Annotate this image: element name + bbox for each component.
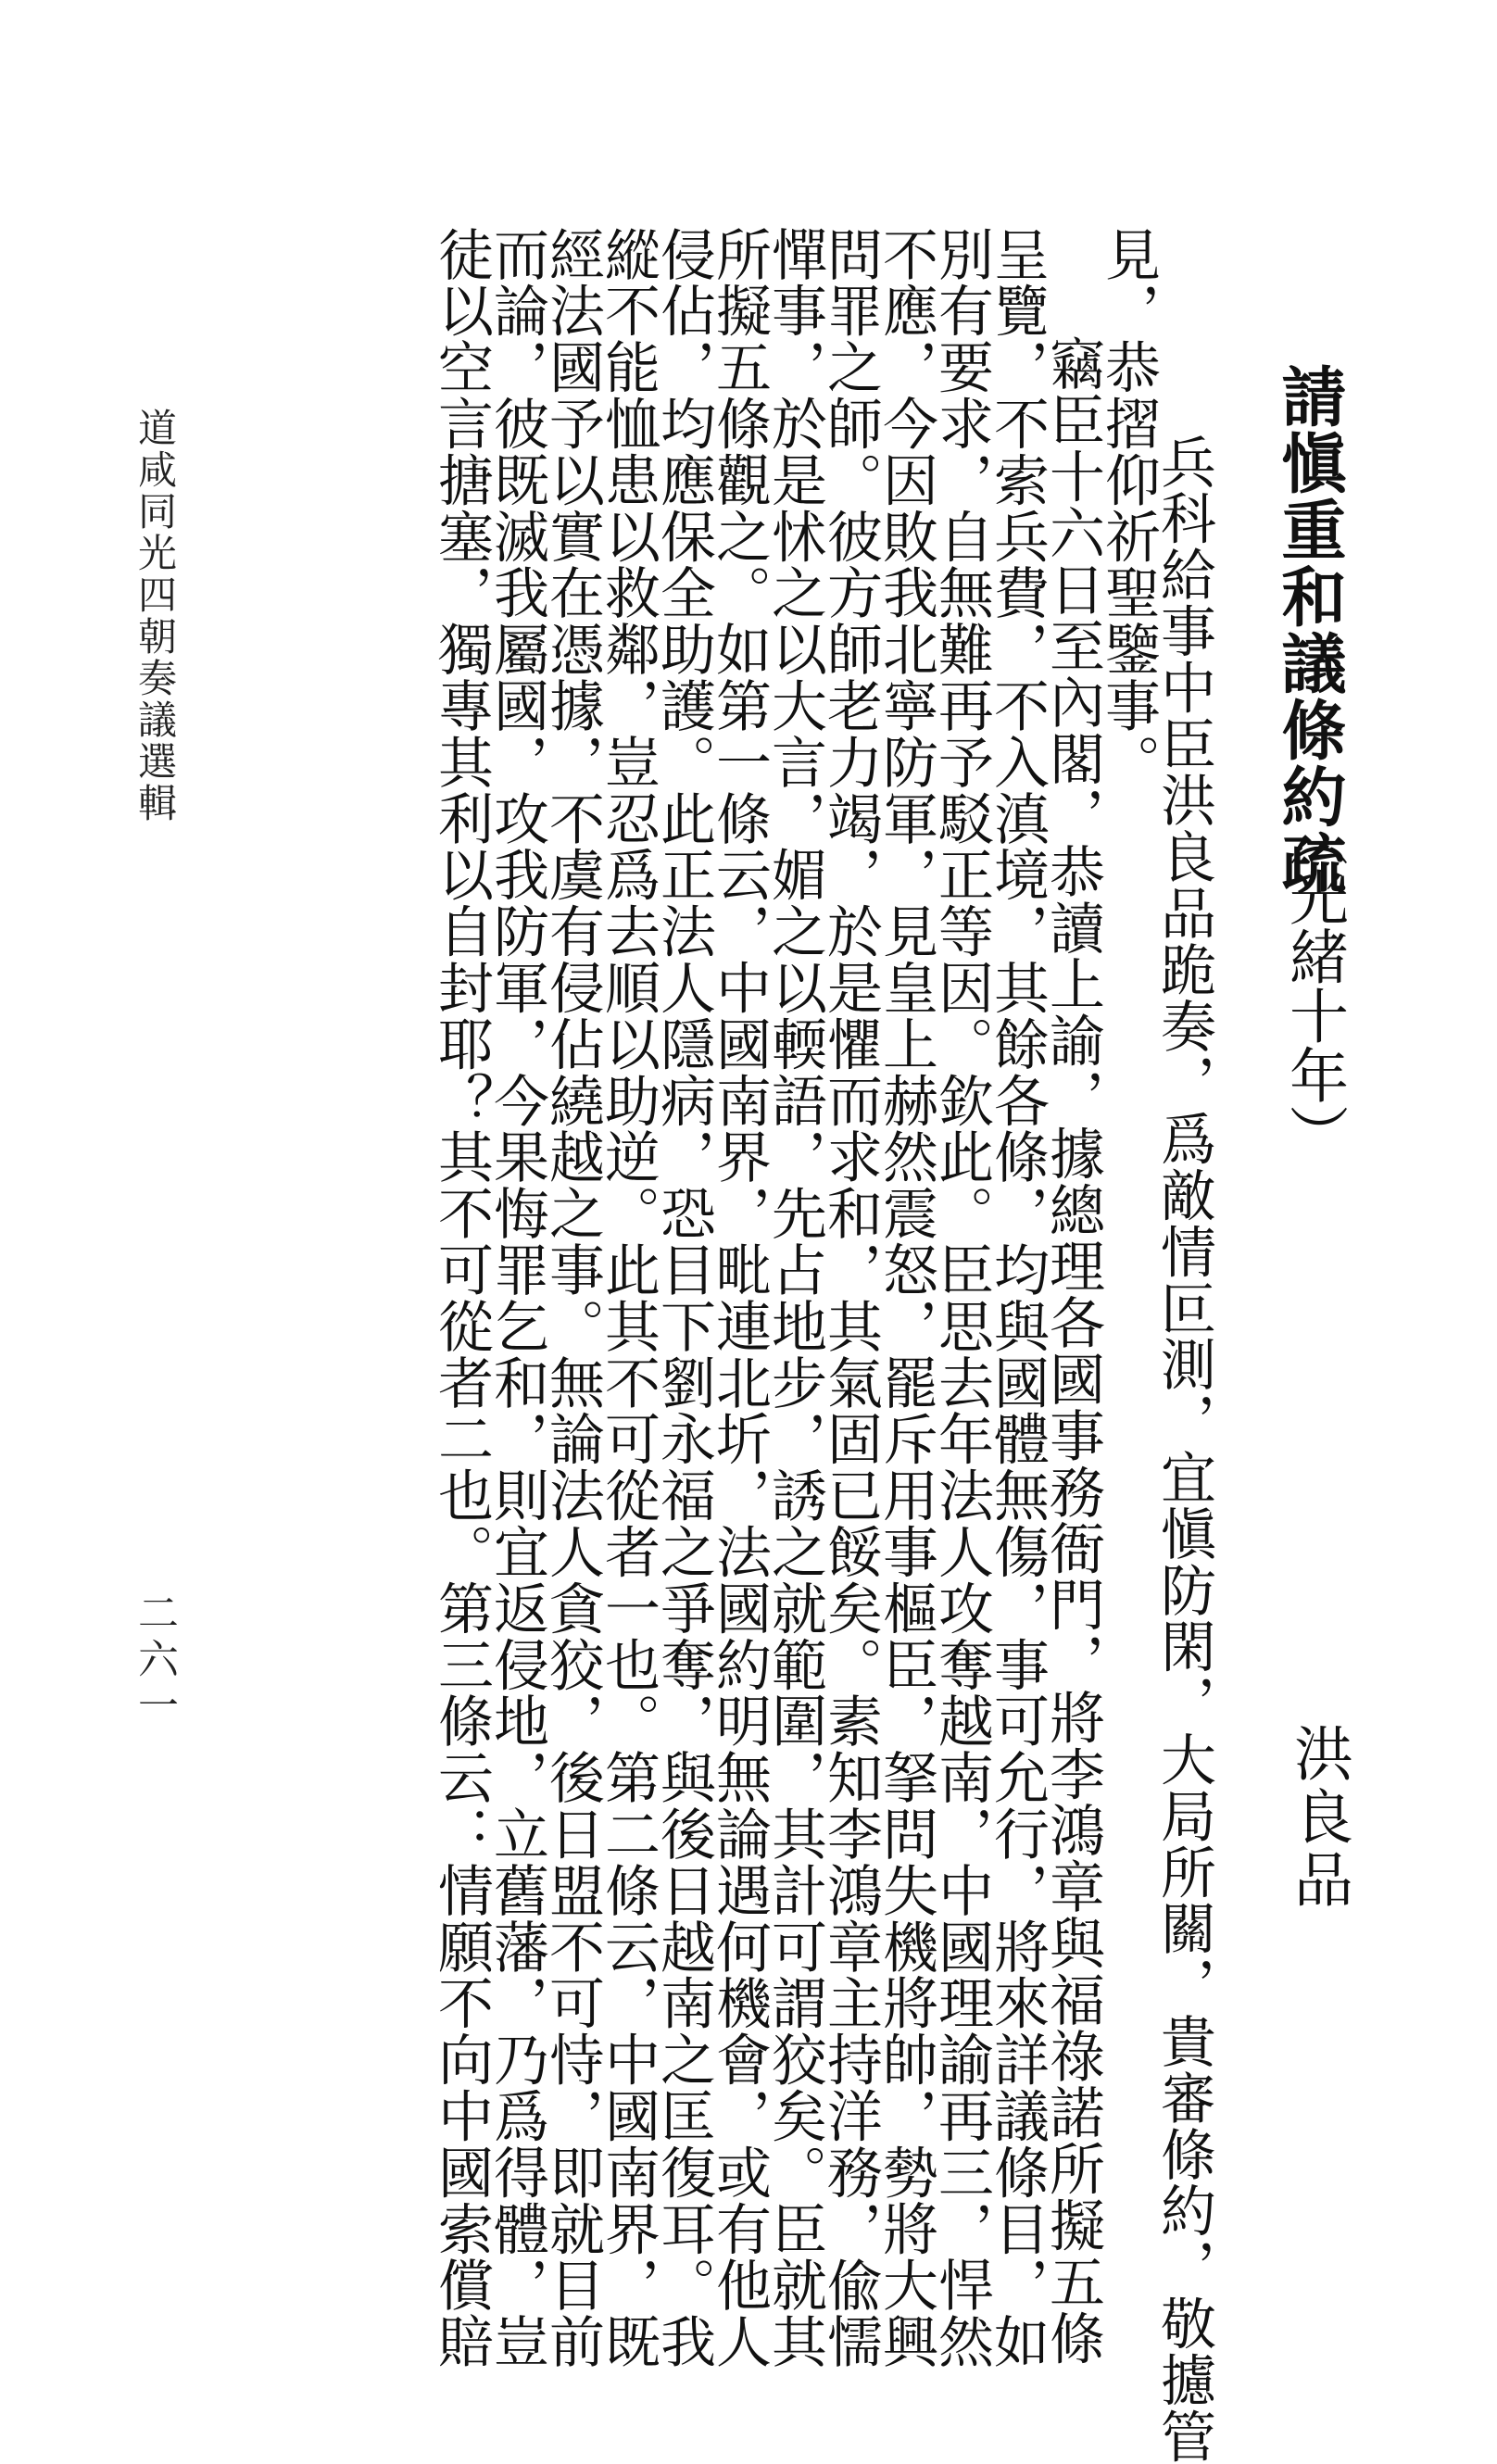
body-line: 別有要求，自無難再予駁正等因。欽此。臣思去年法人攻奪越南，中國理諭再三，悍然	[929, 226, 994, 2370]
page-number: 二六一	[131, 1591, 178, 1730]
memorial-title: 請愼重和議條約疏	[1271, 363, 1348, 897]
body-line: 縱不能恤患以救鄰，豈忍爲去順以助逆。此其不可從者一也。第二條云，中國南界，既	[596, 226, 660, 2370]
body-line: 兵科給事中臣洪良品跪奏，爲敵情叵測，宜愼防閑，大局所關，貴審條約，敬攄管	[1151, 434, 1216, 2464]
body-line: 所擬五條觀之。如第一條云，中國南界，毗連北圻，法國約明無論遇何機會，或有他人	[707, 226, 772, 2370]
body-line: 問罪之師。彼方師老力竭，於是懼而求和，其氣固已餒矣。素知李鴻章主持洋務，偸懦	[818, 226, 883, 2370]
body-line: 徒以空言搪塞，獨專其利以自封耶？其不可從者二也。第三條云：情願不向中國索償賠	[429, 226, 494, 2370]
body-line: 侵佔，均應保全助護。此正法人隱病，恐目下劉永福之爭奪，與後日越南之匡復耳。我	[651, 226, 716, 2370]
title-date-note: （光緒十年）	[1279, 808, 1348, 1163]
body-line: 經法國予以實在憑據，不虞有侵佔繞越之事。無論法人貪狡，後日盟不可恃，即就目前	[540, 226, 605, 2370]
body-line: 竊臣十六日至內閣，恭讀上諭，據總理各國事務衙門，將李鴻章與福祿諾所擬五條	[1040, 335, 1105, 2367]
body-line: 而論，彼既滅我屬國，攻我防軍，今果悔罪乞和，則宜返侵地，立舊藩，乃爲得體，豈	[484, 226, 549, 2370]
body-line: 見，恭摺仰祈聖鑒事。	[1096, 226, 1161, 790]
book-title-footer: 道咸同光四朝奏議選輯	[132, 408, 178, 824]
body-line: 不應，今因敗我北寧防軍，見皇上赫然震怒，罷斥用事樞臣，拏問失機將帥，勢將大興	[874, 226, 938, 2370]
body-line: 呈覽，不索兵費，不入滇境，其餘各條，均與國體無傷，事可允行，將來詳議條目，如	[985, 226, 1050, 2370]
author-name: 洪良品	[1284, 1723, 1352, 1912]
body-line: 憚事，於是怵之以大言，媚之以輭語，先占地步，誘之就範圍，其計可謂狡矣。臣就其	[762, 226, 827, 2370]
